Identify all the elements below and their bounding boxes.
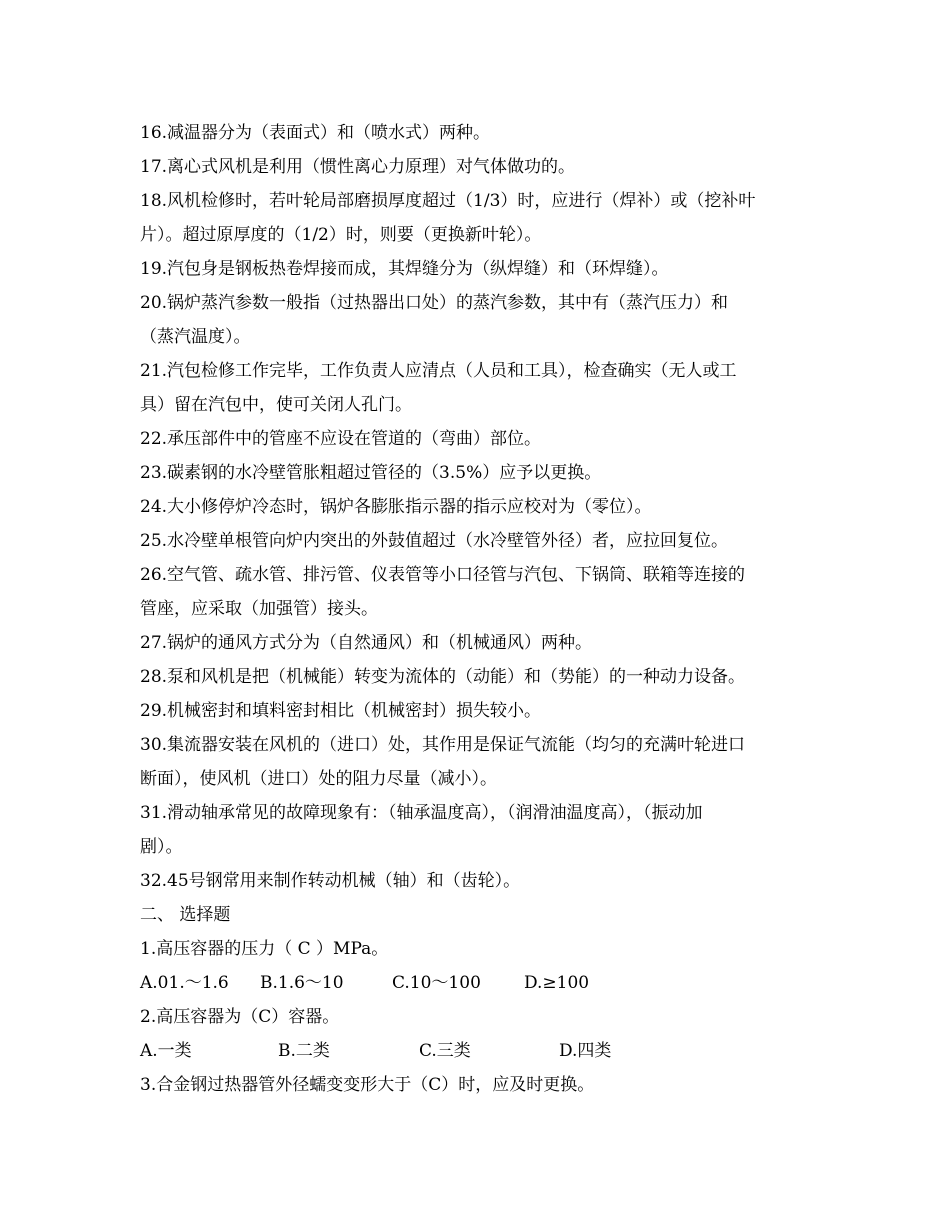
- question-1-options: [140, 966, 820, 1000]
- option-a: A.01.～1.6: [140, 973, 229, 993]
- question-2: 2.高压容器为（C）容器。: [140, 1007, 340, 1027]
- text-line: （蒸汽温度）。: [140, 327, 251, 347]
- text-line: 26.空气管、疏水管、排污管、仪表管等小口径管与汽包、下锅筒、联箱等连接的: [140, 565, 746, 585]
- text-line: 32.45号钢常用来制作转动机械（轴）和（齿轮）。: [140, 871, 521, 891]
- option-b: B.1.6～10: [260, 973, 344, 993]
- text-line: 22.承压部件中的管座不应设在管道的（弯曲）部位。: [140, 429, 542, 449]
- text-line: 25.水冷壁单根管向炉内突出的外鼓值超过（水冷壁管外径）者，应拉回复位。: [140, 531, 729, 551]
- option-c: C.10～100: [392, 973, 481, 993]
- text-line: 24.大小修停炉冷态时，锅炉各膨胀指示器的指示应校对为（零位）。: [140, 497, 652, 517]
- text-line: 18.风机检修时，若叶轮局部磨损厚度超过（1/3）时，应进行（焊补）或（挖补叶: [140, 191, 756, 211]
- text-line: 28.泵和风机是把（机械能）转变为流体的（动能）和（势能）的一种动力设备。: [140, 667, 746, 687]
- text-line: 17.离心式风机是利用（惯性离心力原理）对气体做功的。: [140, 157, 576, 177]
- text-line: 片）。超过原厚度的（1/2）时，则要（更换新叶轮）。: [140, 225, 542, 245]
- option-d: D.四类: [559, 1041, 612, 1061]
- text-line: 21.汽包检修工作完毕，工作负责人应清点（人员和工具），检查确实（无人或工: [140, 361, 737, 381]
- text-line: 19.汽包身是钢板热卷焊接而成，其焊缝分为（纵焊缝）和（环焊缝）。: [140, 259, 669, 279]
- text-line: 具）留在汽包中，使可关闭人孔门。: [140, 395, 412, 415]
- text-line: 剧）。: [140, 837, 183, 857]
- text-line: 31.滑动轴承常见的故障现象有：（轴承温度高），（润滑油温度高），（振动加: [140, 803, 703, 823]
- text-line: 23.碳素钢的水冷壁管胀粗超过管径的（3.5%）应予以更换。: [140, 463, 602, 483]
- text-line: 30.集流器安装在风机的（进口）处，其作用是保证气流能（均匀的充满叶轮进口: [140, 735, 746, 755]
- section-heading: 二、 选择题: [140, 905, 231, 925]
- option-d: D.≥100: [524, 973, 590, 993]
- option-c: C.三类: [419, 1041, 471, 1061]
- option-a: A.一类: [140, 1041, 192, 1061]
- question-1: 1.高压容器的压力（ C ）MPa。: [140, 939, 389, 959]
- question-3: 3.合金钢过热器管外径蠕变变形大于（C）时，应及时更换。: [140, 1075, 595, 1095]
- question-2-options: [140, 1034, 820, 1068]
- text-line: 16.减温器分为（表面式）和（喷水式）两种。: [140, 123, 491, 143]
- option-b: B.二类: [278, 1041, 330, 1061]
- text-line: 20.锅炉蒸汽参数一般指（过热器出口处）的蒸汽参数，其中有（蒸汽压力）和: [140, 293, 729, 313]
- text-line: 管座，应采取（加强管）接头。: [140, 599, 378, 619]
- text-line: 断面），使风机（进口）处的阻力尽量（减小）。: [140, 769, 497, 789]
- text-line: 27.锅炉的通风方式分为（自然通风）和（机械通风）两种。: [140, 633, 593, 653]
- text-line: 29.机械密封和填料密封相比（机械密封）损失较小。: [140, 701, 542, 721]
- document-body: [140, 116, 820, 1102]
